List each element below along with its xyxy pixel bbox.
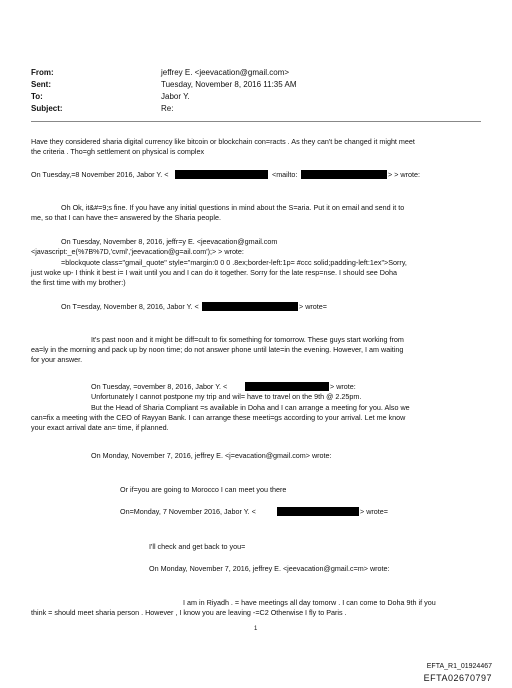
quote-header: On Monday, November 7, 2016, jeffrey E. <j=evacation@gmail.com> wrote:: [91, 451, 332, 460]
body-line: Have they considered sharia digital currency like bitcoin or blockchain con=racts . As they can't be changed it might meet: [31, 137, 415, 146]
page-number: 1: [254, 626, 258, 632]
bates-number-small: EFTA_R1_01924467: [426, 663, 492, 670]
body-line: for your answer.: [31, 355, 83, 364]
body-line: the first time with my brother:): [31, 278, 126, 287]
body-line: think = should meet sharia person . However , I know you are leaving -=C2 Otherwise I fly to Paris .: [31, 608, 347, 617]
body-line: Unfortunately I cannot postpone my trip and wil= have to travel on the 9th @ 2.25pm.: [91, 392, 362, 401]
body-line: can=fix a meeting with the CEO of Rayyan Bank. I can arrange these meeti=gs according to your arrival. Let me know: [31, 413, 406, 422]
quote-header: On Tuesday, November 8, 2016, jeffr=y E. <jeevacation@gmail.com: [61, 237, 278, 246]
quote-header: On Tuesday, =ovember 8, 2016, Jabor Y. <: [91, 382, 228, 391]
body-line: ea=ly in the morning and pack up by noon time; do not answer phone until late=in the evening. However, I am waiting: [31, 345, 404, 354]
body-line: me, so that I can have the= answered by the Sharia people.: [31, 213, 221, 222]
quote-header-end: > wrote=: [299, 302, 327, 311]
redaction-block: [202, 302, 298, 311]
quote-header-end: > wrote:: [330, 382, 356, 391]
from-value: jeffrey E. <jeevacation@gmail.com>: [161, 68, 290, 77]
to-label: To:: [31, 92, 43, 101]
quote-header-end: > > wrote:: [388, 170, 420, 179]
body-line: =blockquote class="gmail_quote" style="margin:0 0 0 .8ex;border-left:1p= #ccc solid;padding-left:1ex">Sorry,: [61, 258, 407, 267]
quote-header: On=Monday, 7 November 2016, Jabor Y. <: [120, 507, 256, 516]
quote-header: On Tuesday,=8 November 2016, Jabor Y. <: [31, 170, 169, 179]
body-line: <javascript:_e(%7B%7D,'cvml','jeevacation@g=ail.com');> > wrote:: [31, 247, 244, 256]
to-value: Jabor Y.: [161, 92, 190, 101]
subject-value: Re:: [161, 104, 174, 113]
sent-label: Sent:: [31, 80, 51, 89]
body-line: But the Head of Sharia Compliant =s available in Doha and I can arrange a meeting for you. Also we: [91, 403, 410, 412]
from-label: From:: [31, 68, 54, 77]
redaction-block: [175, 170, 268, 179]
body-line: Or if=you are going to Morocco I can meet you there: [120, 485, 287, 494]
quote-header-end: > wrote=: [360, 507, 388, 516]
quote-header: On T=esday, November 8, 2016, Jabor Y. <: [61, 302, 199, 311]
sent-value: Tuesday, November 8, 2016 11:35 AM: [161, 80, 297, 89]
redaction-block: [277, 507, 359, 516]
redaction-block: [245, 382, 329, 391]
redaction-block: [301, 170, 387, 179]
body-line: Oh Ok, it&#=9;s fine. If you have any initial questions in mind about the S=aria. Put it on email and send it to: [61, 203, 405, 212]
body-line: I am in Riyadh . = have meetings all day tomorw . I can come to Doha 9th if you: [183, 598, 436, 607]
quote-header: On Monday, November 7, 2016, jeffrey E. <jeevacation@gmail.c=m> wrote:: [149, 564, 390, 573]
body-line: I'll check and get back to you=: [149, 542, 246, 551]
bates-number-large: EFTA02670797: [423, 673, 492, 683]
header-divider: [31, 121, 481, 122]
body-line: It's past noon and it might be diff=cult to fix something for tomorrow. These guys start working from: [91, 335, 404, 344]
quote-header-mailto: <mailto:: [272, 170, 298, 179]
body-line: your exact arrival date an= time, if planned.: [31, 423, 169, 432]
subject-label: Subject:: [31, 104, 63, 113]
body-line: the criteria . Tho=gh settlement on physical is complex: [31, 147, 205, 156]
body-line: just woke up- I think it best i= I wait until you and I can do it together. Sorry for the late resp=nse. I should see Doha: [31, 268, 397, 277]
